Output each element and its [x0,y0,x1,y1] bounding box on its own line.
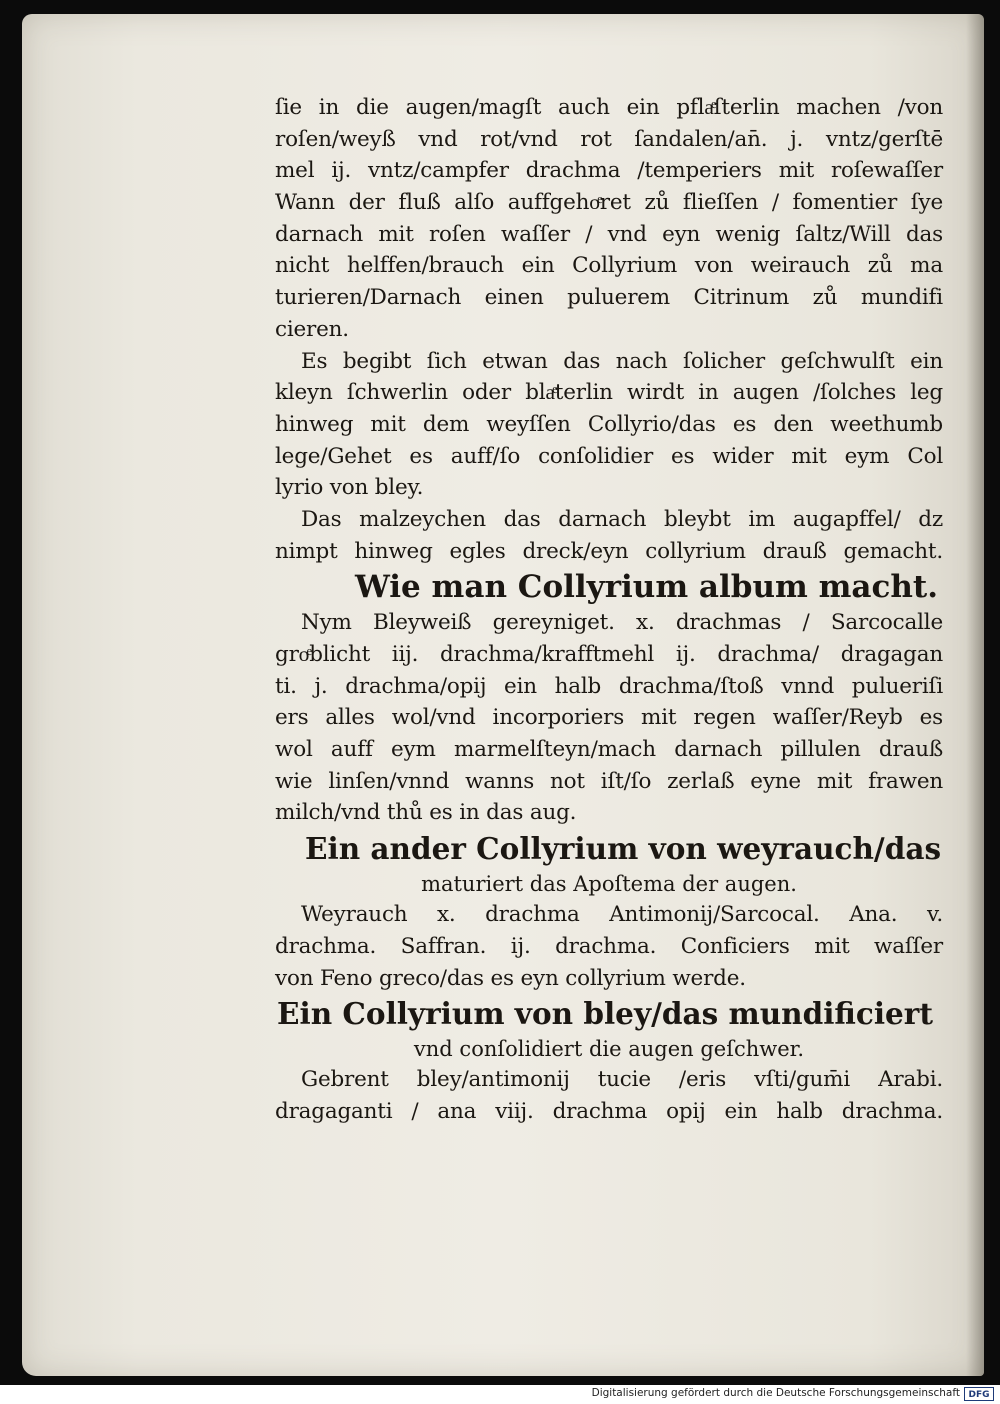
text-line: Gebrent bley/antimonij tucie /eris vſti/gum̄i Arabi. [301,1067,943,1093]
page-edge-shadow [966,14,984,1376]
section-heading: Ein ander Collyrium von weyrauch/das [305,831,942,867]
text-line: Nym Bleyweiß gereyniget. x. drachmas / Sarcocalle [301,610,943,636]
text-line: Wann der fluß alſo auffgehoͤret zů flieſſen / fomentier ſye [275,190,943,216]
text-line: milch/vnd thů es in das aug. [275,800,577,826]
page-text [275,92,943,1128]
text-line: ſie in die augen/magſt auch ein pflaͤſterlin machen /von [275,95,943,120]
text-line: lege/Gehet es auff/ſo conſolidier es wider mit eym Col [275,443,943,469]
text-line: nimpt hinweg egles dreck/eyn collyrium drauß gemacht. [275,538,943,564]
text-line: Weyrauch x. drachma Antimonij/Sarcocal. Ana. v. [301,902,943,928]
text-line: drachma. Saffran. ij. drachma. Conficiers mit waſſer [275,933,943,959]
text-line: Das malzeychen das darnach bleybt im augapffel/ dz [301,506,943,532]
text-line: wie linſen/vnnd wanns not iſt/ſo zerlaß eyne mit frawen [275,768,943,794]
text-line: wol auff eym marmelſteyn/mach darnach pillulen drauß [275,737,943,763]
text-line: dragaganti / ana viij. drachma opij ein halb drachma. [275,1098,943,1124]
section-heading: Wie man Collyrium album macht. [355,569,939,606]
text-line: darnach mit roſen waſſer / vnd eyn wenig ſaltz/Will das [275,221,943,247]
text-line: groͤblicht iij. drachma/krafftmehl ij. drachma/ dragagan [275,642,943,667]
text-line: von Feno greco/das es eyn collyrium werde. [275,965,746,991]
text-line: ers alles wol/vnd incorporiers mit regen waſſer/Reyb es [275,705,943,731]
text-line: kleyn ſchwerlin oder blaͤterlin wirdt in augen /ſolches leg [275,380,943,406]
text-line: lyrio von bley. [275,475,424,501]
section-subheading: maturiert das Apoſtema der augen. [421,872,797,897]
text-line: cieren. [275,316,349,342]
text-line: nicht helffen/brauch ein Collyrium von weirauch zů ma [275,253,943,279]
text-line: mel ij. vntz/campfer drachma /temperiers mit roſewaſſer [275,158,943,184]
text-line: Es begibt ſich etwan das nach ſolicher geſchwulſt ein [301,348,943,374]
section-heading: Ein Collyrium von bley/das mundificiert [277,996,933,1032]
text-line: ti. j. drachma/opij ein halb drachma/ſtoß vnnd pulueriſi [275,673,943,699]
dfg-logo: DFG [964,1387,994,1401]
text-line: turieren/Darnach einen puluerem Citrinum zů mundifi [275,285,943,311]
funding-credit: Digitalisierung gefördert durch die Deutsche Forschungsgemeinschaft [591,1387,960,1399]
text-line: hinweg mit dem weyſſen Collyrio/das es den weethumb [275,411,943,437]
section-subheading: vnd conſolidiert die augen geſchwer. [413,1037,805,1062]
text-line: roſen/weyß vnd rot/vnd rot ſandalen/an̄. j. vntz/gerſtē [275,126,943,152]
